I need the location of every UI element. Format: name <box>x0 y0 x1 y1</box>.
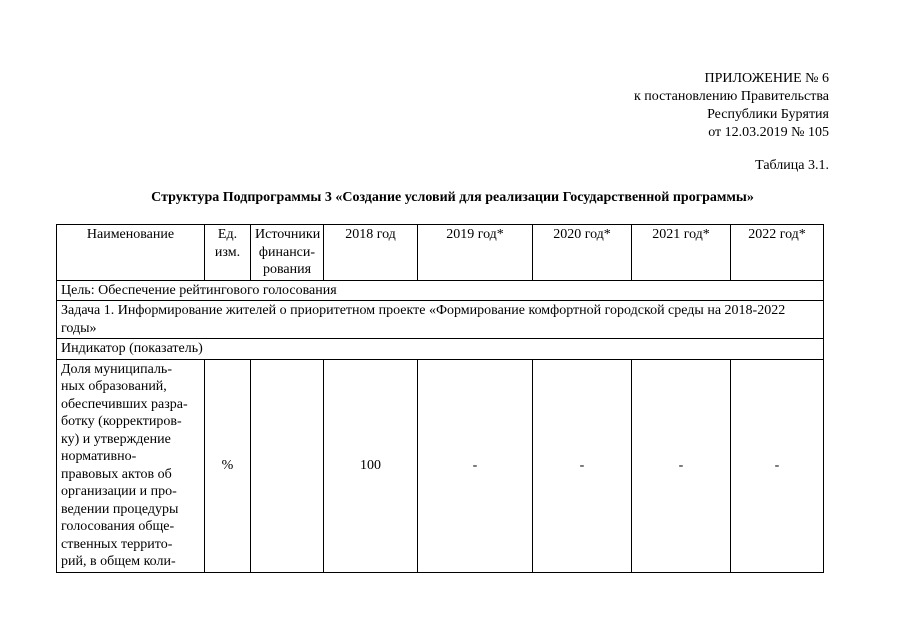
value-2021-cell: - <box>632 359 731 572</box>
column-header-name: Наименование <box>57 225 205 281</box>
table-header-row <box>57 225 824 281</box>
column-header-2020: 2020 год* <box>533 225 632 281</box>
column-header-unit: Ед. изм. <box>205 225 251 281</box>
indicator-cell: Индикатор (показатель) <box>57 339 824 360</box>
value-2020-cell: - <box>533 359 632 572</box>
appendix-republic: Республики Бурятия <box>707 107 829 122</box>
task-row <box>57 301 824 339</box>
structure-table <box>56 224 824 573</box>
indicator-row <box>57 339 824 360</box>
column-header-2018: 2018 год <box>324 225 418 281</box>
table-row <box>57 359 824 572</box>
task-cell: Задача 1. Информирование жителей о приоритетном проекте «Формирование комфортной городской среды на 2018-2022 годы» <box>57 301 824 339</box>
column-header-2021: 2021 год* <box>632 225 731 281</box>
goal-cell: Цель: Обеспечение рейтингового голосования <box>57 280 824 301</box>
goal-row <box>57 280 824 301</box>
column-header-2022: 2022 год* <box>731 225 824 281</box>
appendix-number: ПРИЛОЖЕНИЕ № 6 <box>704 71 829 86</box>
column-header-2019: 2019 год* <box>418 225 533 281</box>
value-2019-cell: - <box>418 359 533 572</box>
appendix-header <box>634 70 829 142</box>
value-2022-cell: - <box>731 359 824 572</box>
appendix-date: от 12.03.2019 № 105 <box>708 125 829 140</box>
unit-cell: % <box>205 359 251 572</box>
column-header-source: Источники финанси- рования <box>251 225 324 281</box>
value-2018-cell: 100 <box>324 359 418 572</box>
indicator-name-cell: Доля муниципаль- ных образований, обеспечивших разра- ботку (корректиров- ку) и утверждение нормативно- правовых актов об организации и про- ведении процедуры голосования обще- ственных террито- рий, в общем коли- <box>57 359 205 572</box>
table-number: Таблица 3.1. <box>755 158 829 173</box>
appendix-resolution: к постановлению Правительства <box>633 89 829 104</box>
document-title: Структура Подпрограммы 3 «Создание условий для реализации Государственной программы» <box>151 190 754 205</box>
source-cell <box>251 359 324 572</box>
